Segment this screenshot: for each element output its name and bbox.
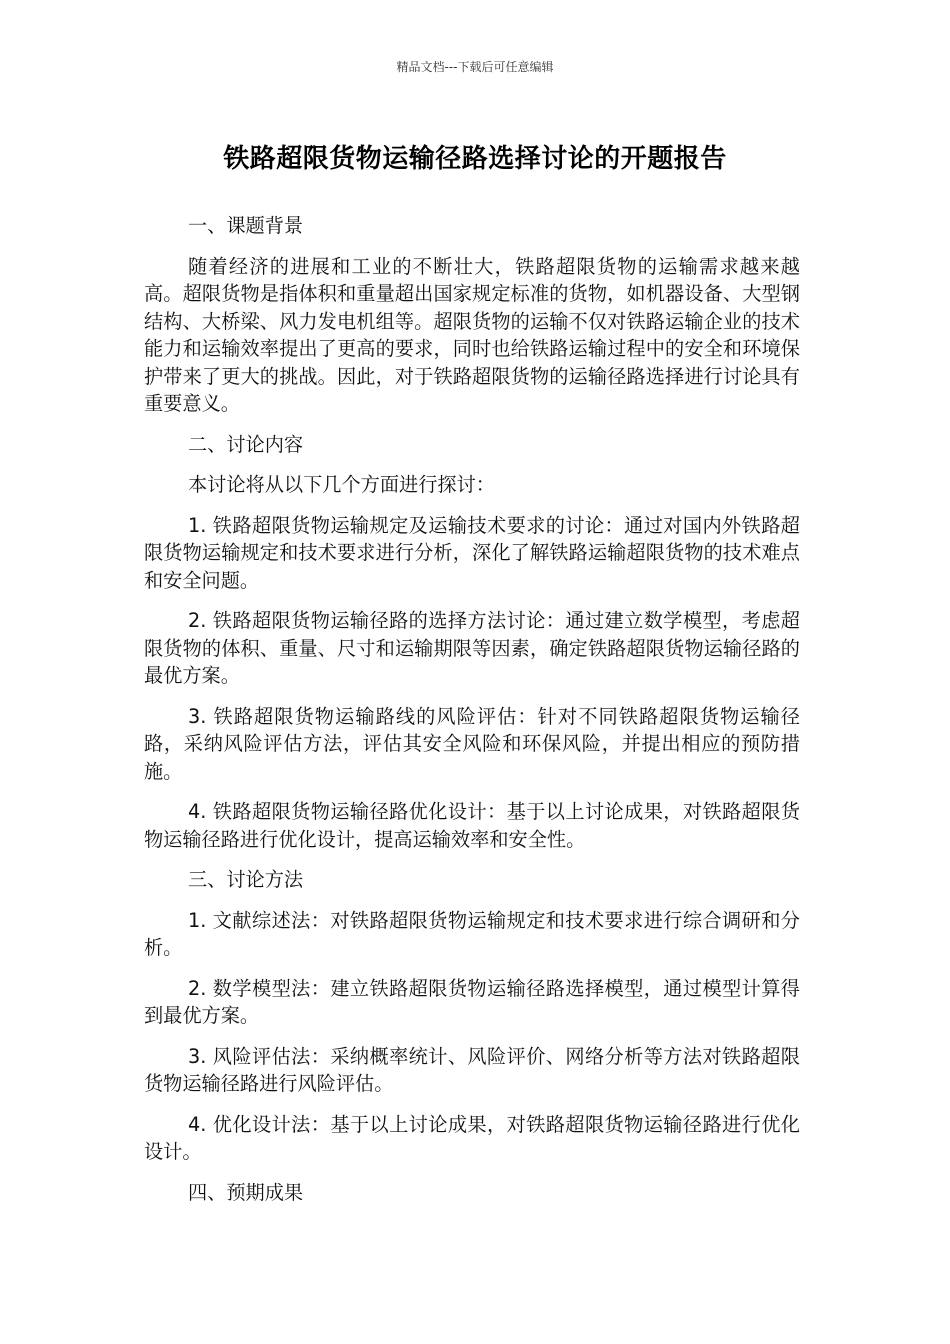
paragraph-content-item-4: 4. 铁路超限货物运输径路优化设计：基于以上讨论成果，对铁路超限货物运输径路进行优化设计，提高运输效率和安全性。 <box>144 800 800 851</box>
paragraph-method-1: 1. 文献综述法：对铁路超限货物运输规定和技术要求进行综合调研和分析。 <box>144 908 800 959</box>
section-heading-background: 一、课题背景 <box>188 214 304 237</box>
paragraph-method-3: 3. 风险评估法：采纳概率统计、风险评价、网络分析等方法对铁路超限货物运输径路进行风险评估。 <box>144 1044 800 1095</box>
document-title: 铁路超限货物运输径路选择讨论的开题报告 <box>223 144 727 174</box>
paragraph-content-intro: 本讨论将从以下几个方面进行探讨： <box>188 473 495 496</box>
paragraph-background: 随着经济的进展和工业的不断壮大，铁路超限货物的运输需求越来越高。超限货物是指体积和重量超出国家规定标准的货物，如机器设备、大型钢结构、大桥梁、风力发电机组等。超限货物的运输不仅对铁路运输企业的技术能力和运输效率提出了更高的要求，同时也给铁路运输过程中的安全和环境保护带来了更大的挑战。因此，对于铁路超限货物的运输径路选择进行讨论具有重要意义。 <box>144 254 800 415</box>
paragraph-content-item-2: 2. 铁路超限货物运输径路的选择方法讨论：通过建立数学模型，考虑超限货物的体积、重量、尺寸和运输期限等因素，确定铁路超限货物运输径路的最优方案。 <box>144 609 800 687</box>
paragraph-method-2: 2. 数学模型法：建立铁路超限货物运输径路选择模型，通过模型计算得到最优方案。 <box>144 976 800 1027</box>
header-note: 精品文档---下载后可任意编辑 <box>396 60 554 74</box>
section-heading-expected-results: 四、预期成果 <box>188 1180 304 1204</box>
document-body <box>144 212 800 1219</box>
paragraph-method-4: 4. 优化设计法：基于以上讨论成果，对铁路超限货物运输径路进行优化设计。 <box>144 1112 800 1163</box>
paragraph-content-item-1: 1. 铁路超限货物运输规定及运输技术要求的讨论：通过对国内外铁路超限货物运输规定和技术要求进行分析，深化了解铁路运输超限货物的技术难点和安全问题。 <box>144 513 800 592</box>
section-heading-methods: 三、讨论方法 <box>188 868 304 891</box>
section-heading-content: 二、讨论内容 <box>188 432 304 456</box>
paragraph-content-item-3: 3. 铁路超限货物运输路线的风险评估：针对不同铁路超限货物运输径路，采纳风险评估方法，评估其安全风险和环保风险，并提出相应的预防措施。 <box>144 704 800 783</box>
